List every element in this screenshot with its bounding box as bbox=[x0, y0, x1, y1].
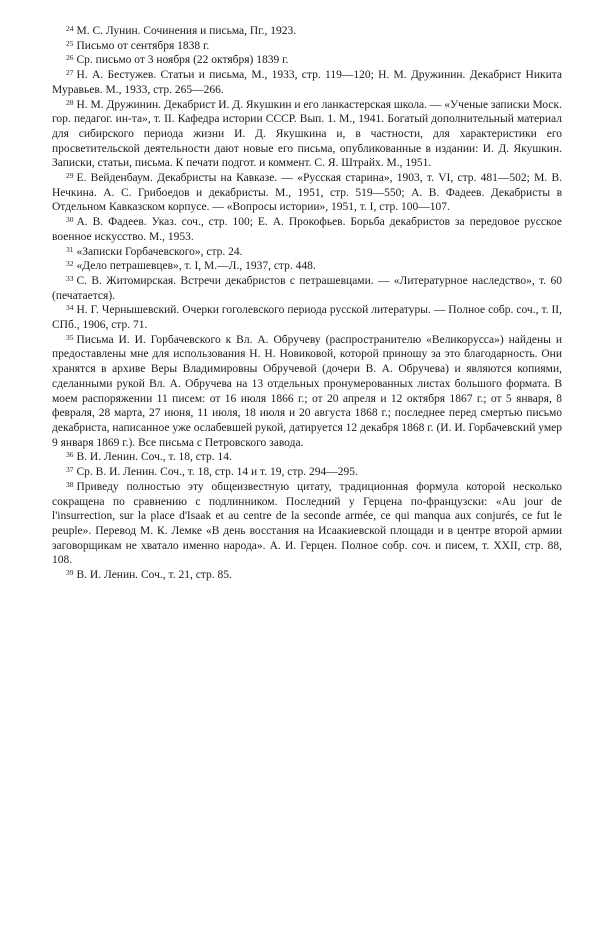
footnotes-page bbox=[52, 24, 562, 583]
footnote-number: 35 bbox=[66, 332, 74, 342]
footnote-number: 29 bbox=[66, 171, 74, 181]
footnote-number: 34 bbox=[66, 303, 74, 313]
footnote-text: Приведу полностью эту общеизвестную цитату, традиционная формула которой несколько сокращена по сравнению с подлинником. Последний у Герцена по-французски: «Au jour de l'insurrection, sur la place d'Isaak et au centre de la seconde armée, ce qui manqua aux conjurés, ce fut le peuple». Перевод М. К. Лемке «В день восстания на Исаакиевской площади и в центре второй армии заговорщикам не хватало именно народа». А. И. Герцен. Полное собр. соч. и писем, т. XXII, стр. 88, 108. bbox=[52, 480, 562, 567]
footnote-number: 33 bbox=[66, 273, 74, 283]
footnote-24 bbox=[52, 24, 562, 39]
footnote-text: «Дело петрашевцев», т. I, М.—Л., 1937, стр. 448. bbox=[76, 260, 316, 273]
footnote-number: 37 bbox=[66, 465, 74, 475]
footnote-33 bbox=[52, 274, 562, 303]
footnote-text: Ср. В. И. Ленин. Соч., т. 18, стр. 14 и т. 19, стр. 294—295. bbox=[76, 466, 358, 479]
footnote-number: 31 bbox=[66, 244, 74, 254]
footnote-number: 32 bbox=[66, 259, 74, 269]
footnote-text: Е. Вейденбаум. Декабристы на Кавказе. — «Русская старина», 1903, т. VI, стр. 481—502; М. В. Нечкина. А. С. Грибоедов и декабристы. М., 1951, стр. 519—550; А. В. Фадеев. Декабристы в Отдельном Кавказском корпусе. — «Вопросы истории», 1951, т. I, стр. 100—107. bbox=[52, 172, 562, 214]
footnote-text: В. И. Ленин. Соч., т. 18, стр. 14. bbox=[76, 451, 232, 464]
footnote-number: 36 bbox=[66, 450, 74, 460]
footnote-text: М. С. Лунин. Сочинения и письма, Пг., 1923. bbox=[76, 25, 297, 37]
footnote-25 bbox=[52, 39, 562, 54]
footnote-number: 30 bbox=[66, 215, 74, 225]
footnote-number: 38 bbox=[66, 479, 74, 489]
footnote-number: 26 bbox=[66, 53, 74, 63]
footnote-text: «Записки Горбачевского», стр. 24. bbox=[76, 245, 243, 258]
footnote-number: 28 bbox=[66, 97, 74, 107]
footnote-number: 25 bbox=[66, 38, 74, 48]
footnote-37 bbox=[52, 465, 562, 480]
footnote-35 bbox=[52, 333, 562, 451]
footnote-text: Н. М. Дружинин. Декабрист И. Д. Якушкин и его ланкастерская школа. — «Ученые записки Моск. гор. педагог. ин-та», т. II. Кафедра истории СССР. Вып. 1. М., 1941. Богатый дополнительный материал для сибирского периода жизни И. Д. Якушкина и, в частности, для характеристики его просветительской деятельности дают новые его письма, опубликованные в издании: И. Д. Якушкин. Записки, статьи, письма. К печати подгот. и коммент. С. Я. Штрайх. М., 1951. bbox=[52, 98, 562, 170]
footnote-26 bbox=[52, 53, 562, 68]
footnote-number: 24 bbox=[66, 24, 74, 33]
footnote-27 bbox=[52, 68, 562, 97]
footnote-text: С. В. Житомирская. Встречи декабристов с петрашевцами. — «Литературное наследство», т. 60 (печатается). bbox=[52, 274, 562, 302]
footnote-text: В. И. Ленин. Соч., т. 21, стр. 85. bbox=[76, 569, 232, 582]
footnote-31 bbox=[52, 245, 562, 260]
footnote-38 bbox=[52, 480, 562, 568]
footnote-number: 39 bbox=[66, 568, 74, 578]
footnote-36 bbox=[52, 450, 562, 465]
footnote-text: Письмо от сентября 1838 г. bbox=[76, 39, 210, 52]
footnote-34 bbox=[52, 303, 562, 332]
footnote-30 bbox=[52, 215, 562, 244]
footnote-text: А. В. Фадеев. Указ. соч., стр. 100; Е. А. Прокофьев. Борьба декабристов за передовое русское военное искусство. М., 1953. bbox=[52, 216, 562, 243]
footnote-number: 27 bbox=[66, 68, 74, 78]
footnote-28 bbox=[52, 98, 562, 172]
footnote-29 bbox=[52, 171, 562, 215]
footnote-text: Н. А. Бестужев. Статьи и письма, М., 1933, стр. 119—120; Н. М. Дружинин. Декабрист Никита Муравьев. М., 1933, стр. 265—266. bbox=[52, 69, 562, 96]
footnote-32 bbox=[52, 259, 562, 274]
footnote-39 bbox=[52, 568, 562, 583]
footnote-text: Ср. письмо от 3 ноября (22 октября) 1839 г. bbox=[76, 54, 289, 67]
footnote-text: Н. Г. Чернышевский. Очерки гоголевского периода русской литературы. — Полное собр. соч., т. II, СПб., 1906, стр. 71. bbox=[52, 304, 562, 332]
footnote-text: Письма И. И. Горбачевского к Вл. А. Обручеву (распространителю «Великорусса») найдены и предоставлены мне для использования Н. Н. Новиковой, которой приношу за это благодарность. Они хранятся в архиве Веры Владимировны Обручевой (дочери В. А. Обручева) и являются копиями, сделанными рукой Вл. А. Обручева на 13 отдельных пронумерованных листах большого формата. В моем распоряжении 11 писем: от 16 июля 1866 г.; от 20 апреля и 12 октября 1867 г.; от 5 января, 8 февраля, 28 марта, 27 июня, 11 июля, 18 июля и 20 августа 1868 г.; последнее перед смертью письмо декабриста, написанное уже ослабевшей рукой, датируется 12 декабря 1868 г. (И. И. Горбачевский умер 9 января 1869 г.). Все письма с Петровского завода. bbox=[52, 333, 562, 449]
